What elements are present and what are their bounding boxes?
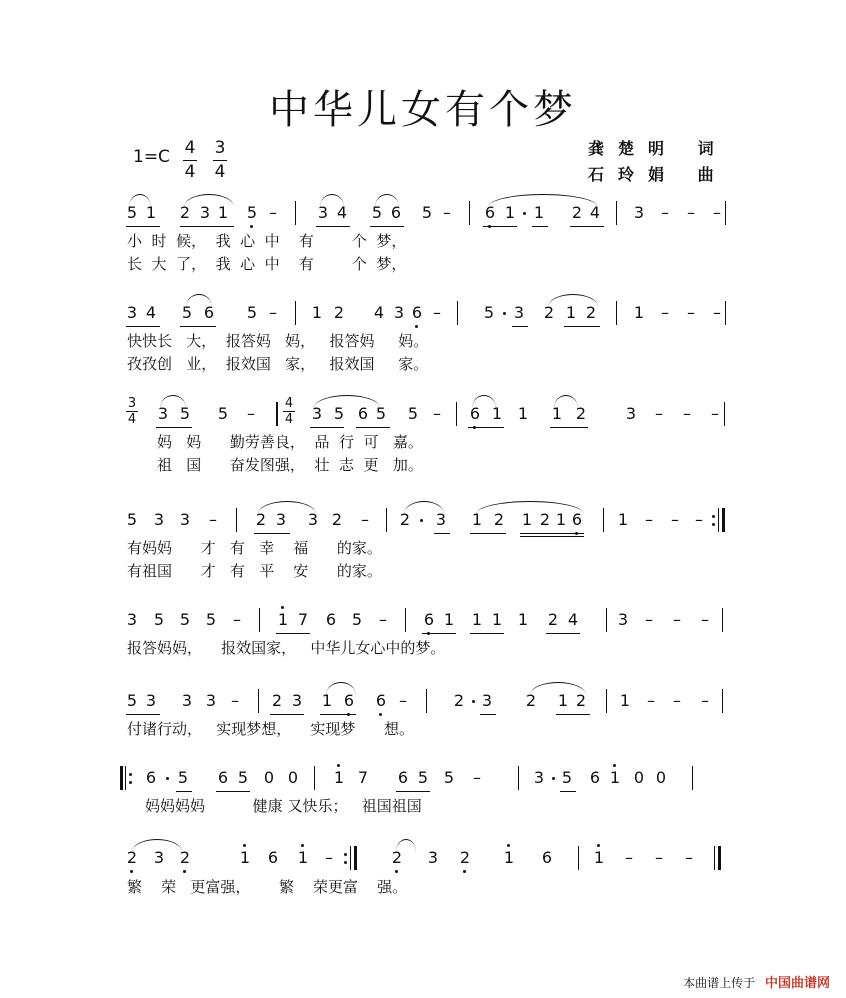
lyrics-line-1-verse-1: 小 时 候， 我 心 中 有 个 梦， bbox=[127, 232, 407, 250]
lyrics-line-3-verse-1: 妈 妈 勤劳善良， 品 行 可 嘉。 bbox=[157, 433, 423, 451]
lyrics-line-2-verse-1: 快快长 大， 报答妈 妈， 报答妈 妈。 bbox=[127, 332, 429, 350]
lyrics-line-4-verse-1: 有妈妈 才 有 幸 福 的家。 bbox=[127, 539, 382, 557]
composer-credit: 石玲娟 曲 bbox=[588, 165, 728, 184]
staff-line-1: 5 1 2 3 1 5 – 3 4 5 6 5 – 6 1 1 2 4 3 – – – bbox=[120, 203, 730, 225]
lyrics-line-5: 报答妈妈， 报效国家， 中华儿女心中的梦。 bbox=[127, 639, 446, 657]
site-logo[interactable]: 中国曲谱网 bbox=[764, 976, 830, 991]
staff-line-6: 5 3 3 3 – 2 3 1 6 6 – 2 3 2 1 2 1 – – – bbox=[120, 691, 730, 713]
staff-line-4: 5 3 3 – 2 3 3 2 – 2 3 1 2 1 2 1 6 1 – – – bbox=[120, 510, 730, 532]
page-title: 中华儿女有个梦 bbox=[269, 87, 577, 133]
lyrics-line-6: 付诸行动， 实现梦想， 实现梦 想。 bbox=[127, 720, 414, 738]
lyrics-line-8: 繁 荣 更富强， 繁 荣更富 强。 bbox=[127, 878, 408, 896]
time-signature-3-4: 3 4 bbox=[214, 138, 226, 182]
time-signature-4-4: 4 4 bbox=[184, 138, 196, 182]
staff-line-7: 6 5 6 5 0 0 1 7 6 5 5 – 3 5 6 1 0 0 bbox=[120, 768, 730, 790]
lyrics-line-1-verse-2: 长 大 了， 我 心 中 有 个 梦， bbox=[127, 255, 407, 273]
lyrics-line-4-verse-2: 有祖国 才 有 平 安 的家。 bbox=[127, 562, 382, 580]
time-signature-3-4-change: 3 4 bbox=[127, 396, 137, 427]
key-signature: 1=C bbox=[133, 147, 170, 167]
lyrics-line-2-verse-2: 孜孜创 业， 报效国 家， 报效国 家。 bbox=[127, 355, 429, 373]
footer-uploaded-text: 本曲谱上传于 bbox=[683, 976, 756, 990]
staff-line-2: 3 4 5 6 5 – 1 2 4 3 6 – 5 3 2 1 2 1 – – – bbox=[120, 303, 730, 325]
staff-line-3: 3 5 5 – 3 5 6 5 5 – 6 1 1 1 2 3 – – – bbox=[120, 404, 730, 426]
lyrics-line-3-verse-2: 祖 国 奋发图强， 壮 志 更 加。 bbox=[157, 456, 423, 474]
staff-line-5: 3 5 5 5 – 1 7 6 5 – 6 1 1 1 1 2 4 3 – – – bbox=[120, 610, 730, 632]
barline-before-4-4 bbox=[277, 402, 278, 426]
lyricist-credit: 龚楚明 词 bbox=[588, 139, 728, 158]
time-signature-4-4-change: 4 4 bbox=[284, 396, 294, 427]
lyrics-line-7: 妈妈妈妈 健康 又快乐； 祖国祖国 bbox=[145, 797, 422, 815]
staff-line-8: 2 3 2 1 6 1 – 2 3 2 1 6 1 – – – bbox=[120, 848, 730, 870]
site-footer bbox=[683, 972, 830, 991]
